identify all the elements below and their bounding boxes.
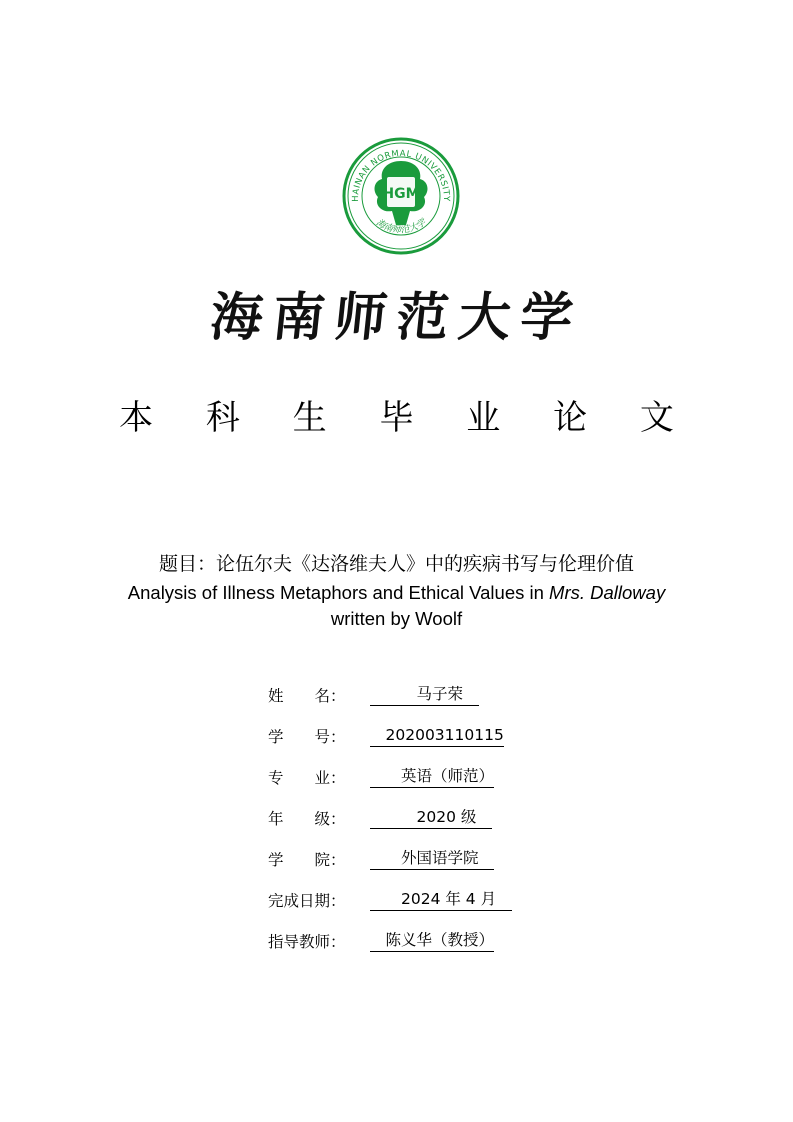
university-seal-logo [340,137,462,255]
title-en-italic-work: Mrs. Dalloway [549,582,666,603]
university-name-calligraphy: 海南师范大学 [207,287,586,348]
info-label: 完成日期： [268,892,346,910]
seal-bottom-text: 海南师范大学 [374,217,428,236]
seal-ring-text: HAINAN NORMAL UNIVERSITY [350,148,452,202]
info-label: 姓 名： [268,687,346,705]
thesis-title-chinese: 题目：论伍尔夫《达洛维夫人》中的疾病书写与伦理价值 [158,553,634,575]
info-value: 陈义华（教授） [370,929,494,952]
info-label: 指导教师： [268,933,346,951]
info-value: 英语（师范） [370,765,494,788]
info-value: 外国语学院 [370,847,494,870]
info-label: 学 院： [268,851,346,869]
info-label: 专 业： [268,769,346,787]
info-value: 2020 级 [370,806,492,829]
info-value: 202003110115 [370,724,504,747]
title-en-line2: written by Woolf [330,608,463,629]
document-type-heading: 本 科 生 毕 业 论 文 [119,398,695,438]
info-value: 马子荣 [370,683,479,706]
info-value: 2024 年 4 月 [370,888,512,911]
info-label: 年 级： [268,810,346,828]
info-label: 学 号： [268,728,346,746]
seal-center-mark: HGM [382,186,420,202]
title-en-prefix: Analysis of Illness Metaphors and Ethical Values in [127,582,550,603]
thesis-title-english [0,580,793,632]
